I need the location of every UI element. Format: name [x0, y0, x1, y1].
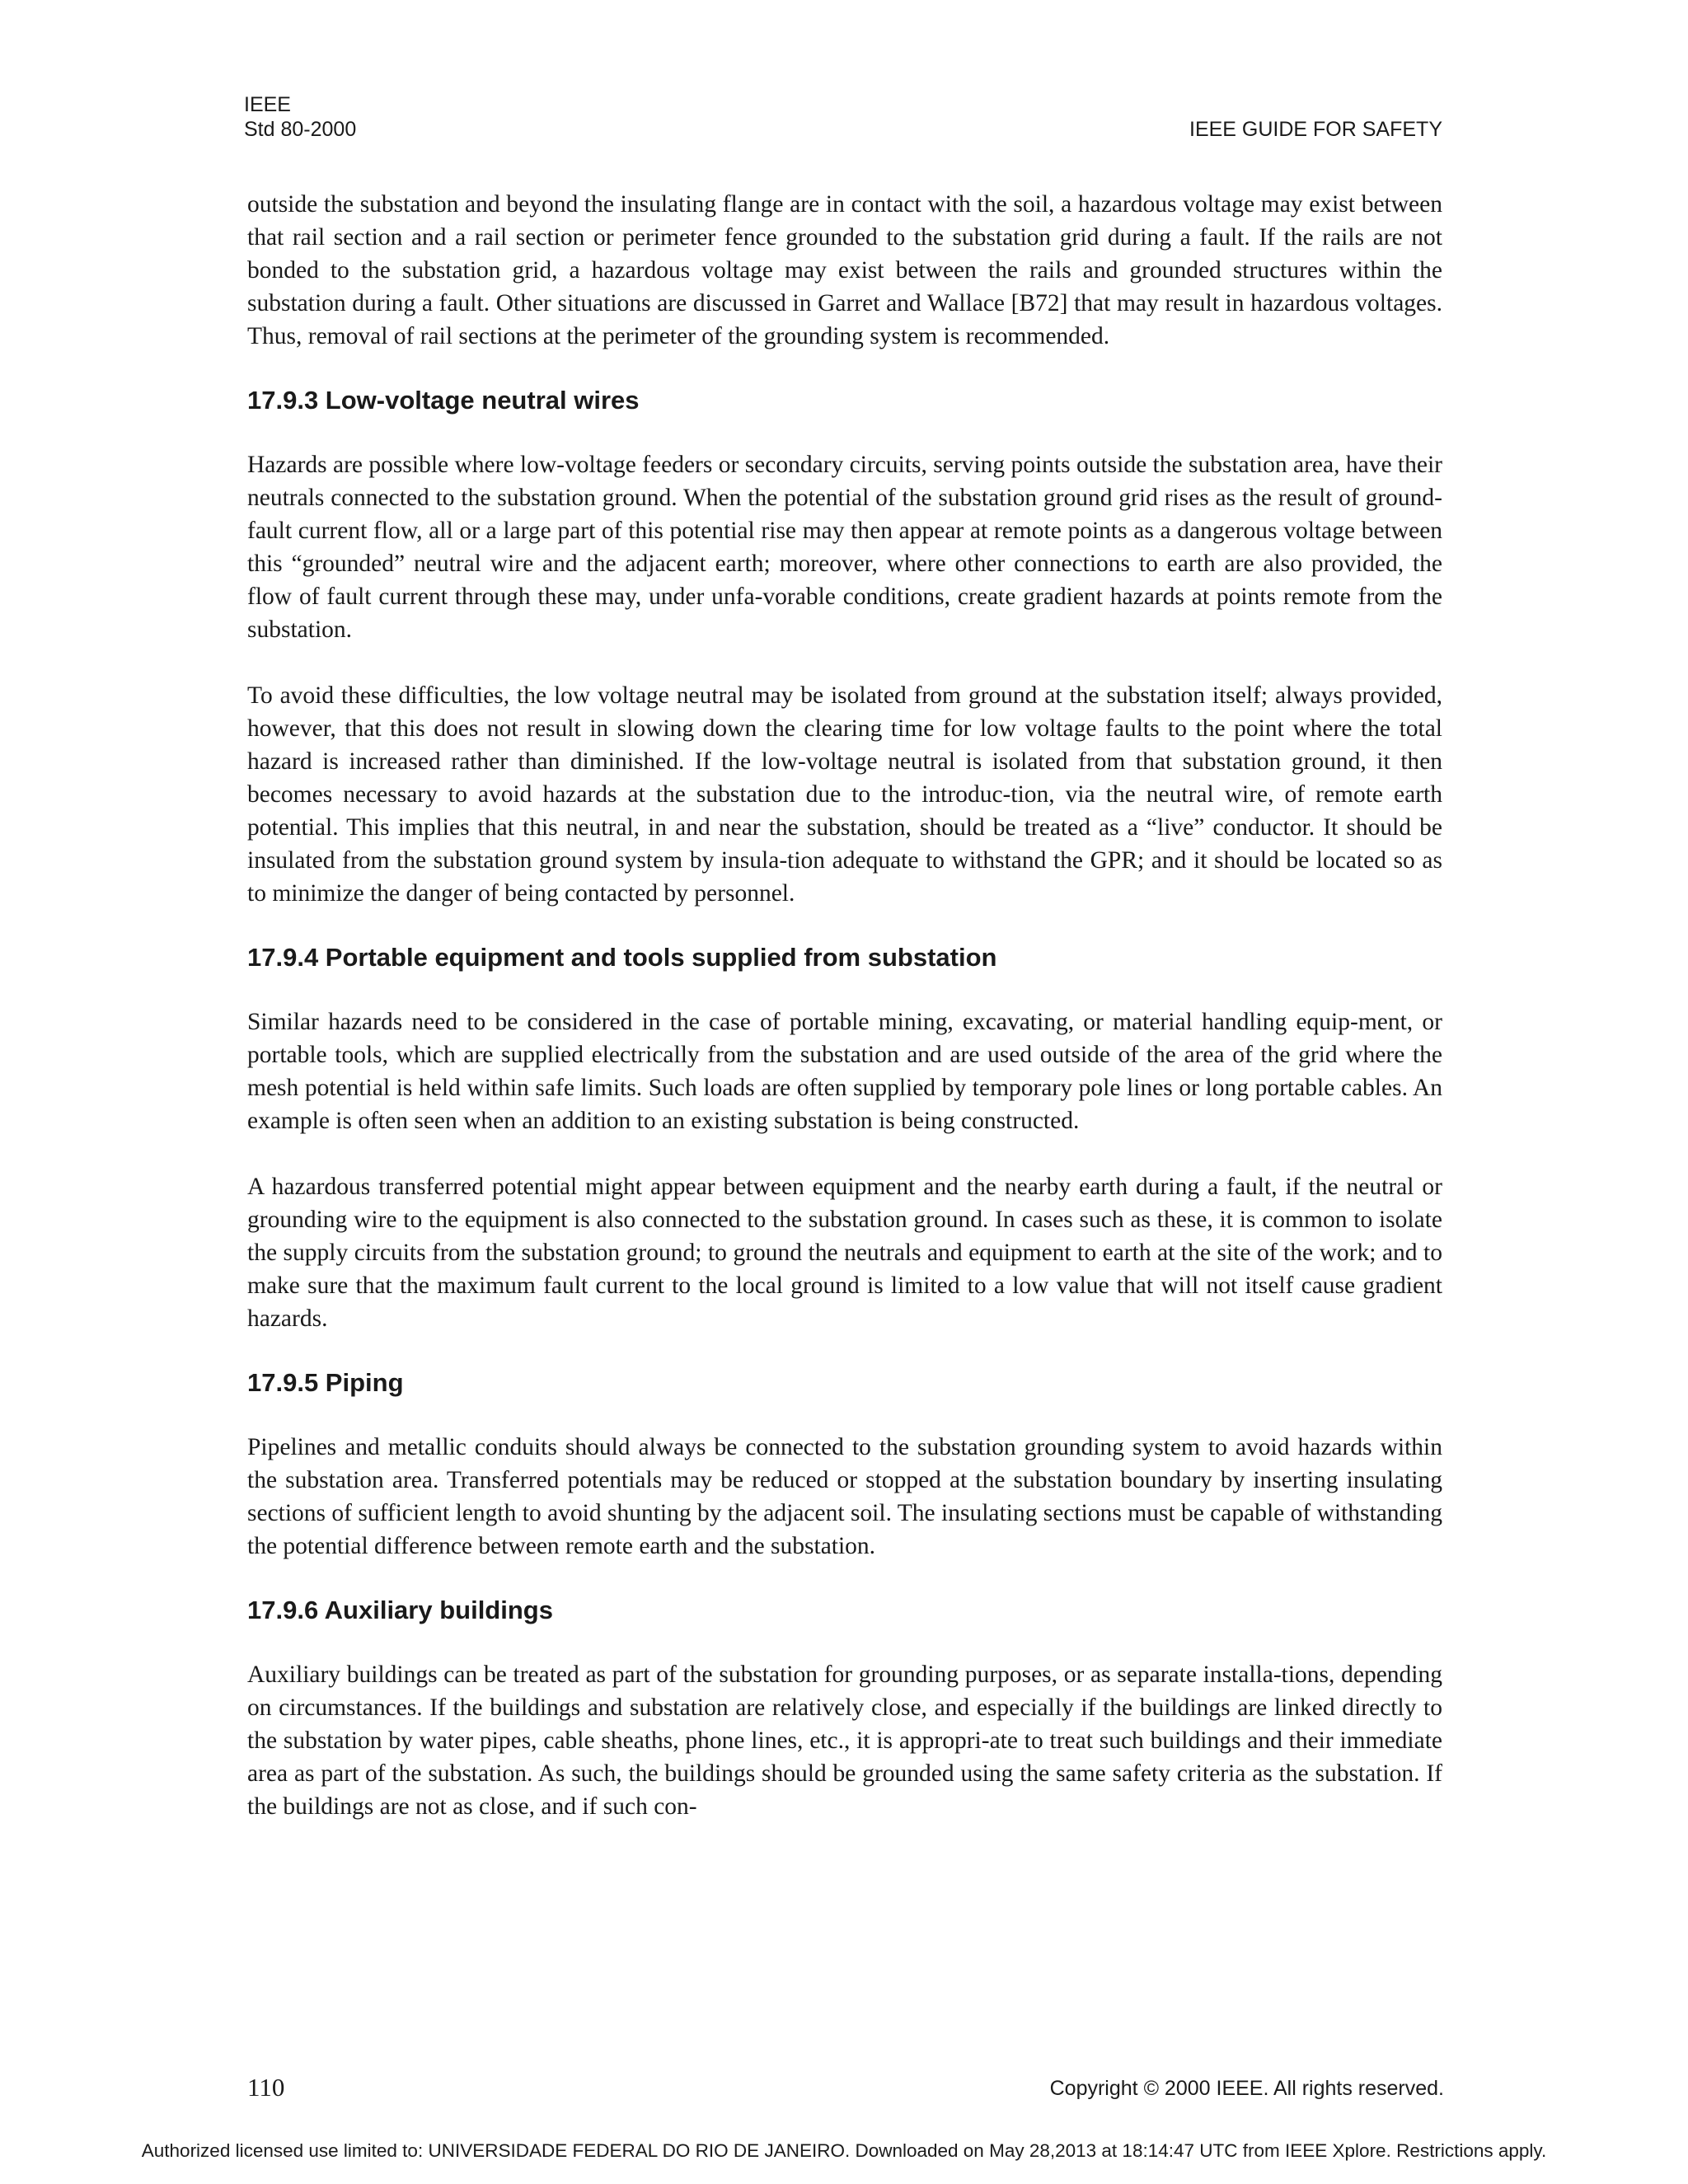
section-heading-17-9-6: 17.9.6 Auxiliary buildings [247, 1596, 553, 1624]
running-header-title: IEEE GUIDE FOR SAFETY [1189, 118, 1442, 141]
page-body [247, 188, 1442, 1823]
paragraph: Hazards are possible where low-voltage feeders or secondary circuits, serving points outside the substation area, have their neutrals connected to the substation ground. When the potential of the substation ground grid rises as the result of ground-fault current flow, all or a large part of this potential rise may then appear at remote points as a dangerous voltage between this “grounded” neutral wire and the adjacent earth; moreover, where other connections to earth are also provided, the flow of fault current through these may, under unfa-vorable conditions, create gradient hazards at points remote from the substation. [247, 452, 1442, 643]
paragraph: A hazardous transferred potential might appear between equipment and the nearby earth during a fault, if the neutral or grounding wire to the equipment is also connected to the substation ground. In cases such as these, it is common to isolate the supply circuits from the substation ground; to ground the neutrals and equipment to earth at the site of the work; and to make sure that the maximum fault current to the local ground is limited to a low value that will not itself cause gradient hazards. [247, 1174, 1442, 1332]
paragraph: Similar hazards need to be considered in the case of portable mining, excavating, or material handling equip-ment, or portable tools, which are supplied electrically from the substation and are used outside of the area of the grid where the mesh potential is held within safe limits. Such loads are often supplied by temporary pole lines or long portable cables. An example is often seen when an addition to an existing substation is being constructed. [247, 1009, 1442, 1134]
copyright-notice: Copyright © 2000 IEEE. All rights reserved. [1049, 2077, 1444, 2100]
running-header-left [244, 92, 356, 142]
page-number: 110 [247, 2073, 285, 2102]
license-notice: Authorized licensed use limited to: UNIVERSIDADE FEDERAL DO RIO DE JANEIRO. Downloaded on May 28,2013 at 18:14:47 UTC from IEEE Xplore. Restrictions apply. [141, 2140, 1547, 2161]
paragraph: Auxiliary buildings can be treated as part of the substation for grounding purposes, or as separate installa-tions, depending on circumstances. If the buildings and substation are relatively close, and especially if the buildings are linked directly to the substation by water pipes, cable sheaths, phone lines, etc., it is appropri-ate to treat such buildings and their immediate area as part of the substation. As such, the buildings should be grounded using the same safety criteria as the substation. If the buildings are not as close, and if such con- [247, 1661, 1442, 1820]
continued-paragraph: outside the substation and beyond the insulating flange are in contact with the soil, a hazardous voltage may exist between that rail section and a rail section or perimeter fence grounded to the substation grid during a fault. If the rails are not bonded to the substation grid, a hazardous voltage may exist between the rails and grounded structures within the substation during a fault. Other situations are discussed in Garret and Wallace [B72] that may result in hazardous voltages. Thus, removal of rail sections at the perimeter of the grounding system is recommended. [247, 191, 1442, 349]
section-heading-17-9-5: 17.9.5 Piping [247, 1368, 404, 1397]
section-heading-17-9-3: 17.9.3 Low-voltage neutral wires [247, 386, 640, 415]
paragraph: Pipelines and metallic conduits should always be connected to the substation grounding system to avoid hazards within the substation area. Transferred potentials may be reduced or stopped at the substation boundary by inserting insulating sections of sufficient length to avoid shunting by the adjacent soil. The insulating sections must be capable of withstanding the potential difference between remote earth and the substation. [247, 1434, 1442, 1559]
header-org: IEEE [244, 93, 291, 116]
header-std-number: Std 80-2000 [244, 118, 357, 141]
section-heading-17-9-4: 17.9.4 Portable equipment and tools supplied from substation [247, 943, 997, 972]
paragraph: To avoid these difficulties, the low voltage neutral may be isolated from ground at the substation itself; always provided, however, that this does not result in slowing down the clearing time for low voltage faults to the point where the total hazard is increased rather than diminished. If the low-voltage neutral is isolated from that substation ground, it then becomes necessary to avoid hazards at the substation due to the introduc-tion, via the neutral wire, of remote earth potential. This implies that this neutral, in and near the substation, should be treated as a “live” conductor. It should be insulated from the substation ground system by insula-tion adequate to withstand the GPR; and it should be located so as to minimize the danger of being contacted by personnel. [247, 682, 1442, 907]
